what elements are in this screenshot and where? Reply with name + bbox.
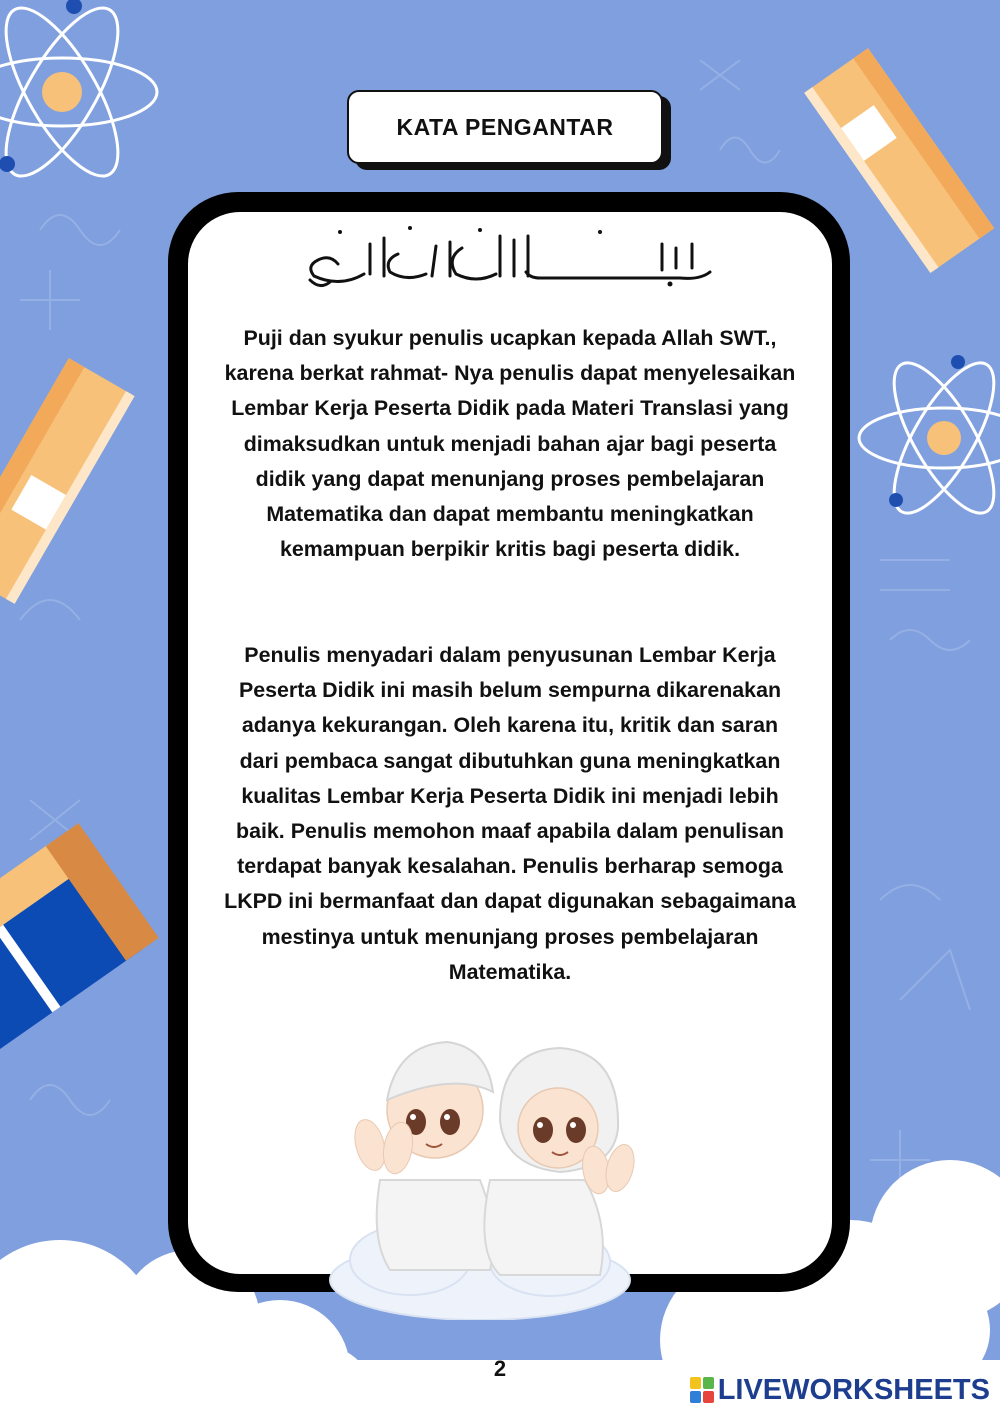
paragraph-intro: Puji dan syukur penulis ucapkan kepada Allah SWT., karena berkat rahmat- Nya penulis dapat menyelesaikan Lembar Kerja Peserta Didik pada Materi Translasi yang dimaksudkan untuk menjadi bahan ajar bagi peserta didik yang dapat menunjang proses pembelajaran Matematika dan dapat membantu meningkatkan kemampuan berpikir kritis bagi peserta didik. xyxy=(224,326,796,562)
page-title: KATA PENGANTAR xyxy=(396,113,614,140)
page-number: 2 xyxy=(493,1356,507,1381)
paragraph-closing: Penulis menyadari dalam penyusunan Lembar Kerja Peserta Didik ini masih belum sempurna dikarenakan adanya kekurangan. Oleh karena itu, kritik dan saran dari pembaca sangat dibutuhkan guna meningkatkan kualitas Lembar Kerja Peserta Didik ini menjadi lebih baik. Penulis memohon maaf apabila dalam penulisan terdapat banyak kesalahan. Penulis berharap semoga LKPD ini bermanfaat dan dapat digunakan sebagaimana mestinya untuk menunjang proses pembelajaran Matematika. xyxy=(224,643,796,984)
liveworksheets-logo-icon xyxy=(690,1377,714,1403)
brand-name: LIVEWORKSHEETS xyxy=(717,1373,990,1406)
liveworksheets-brand[interactable] xyxy=(690,1372,990,1408)
